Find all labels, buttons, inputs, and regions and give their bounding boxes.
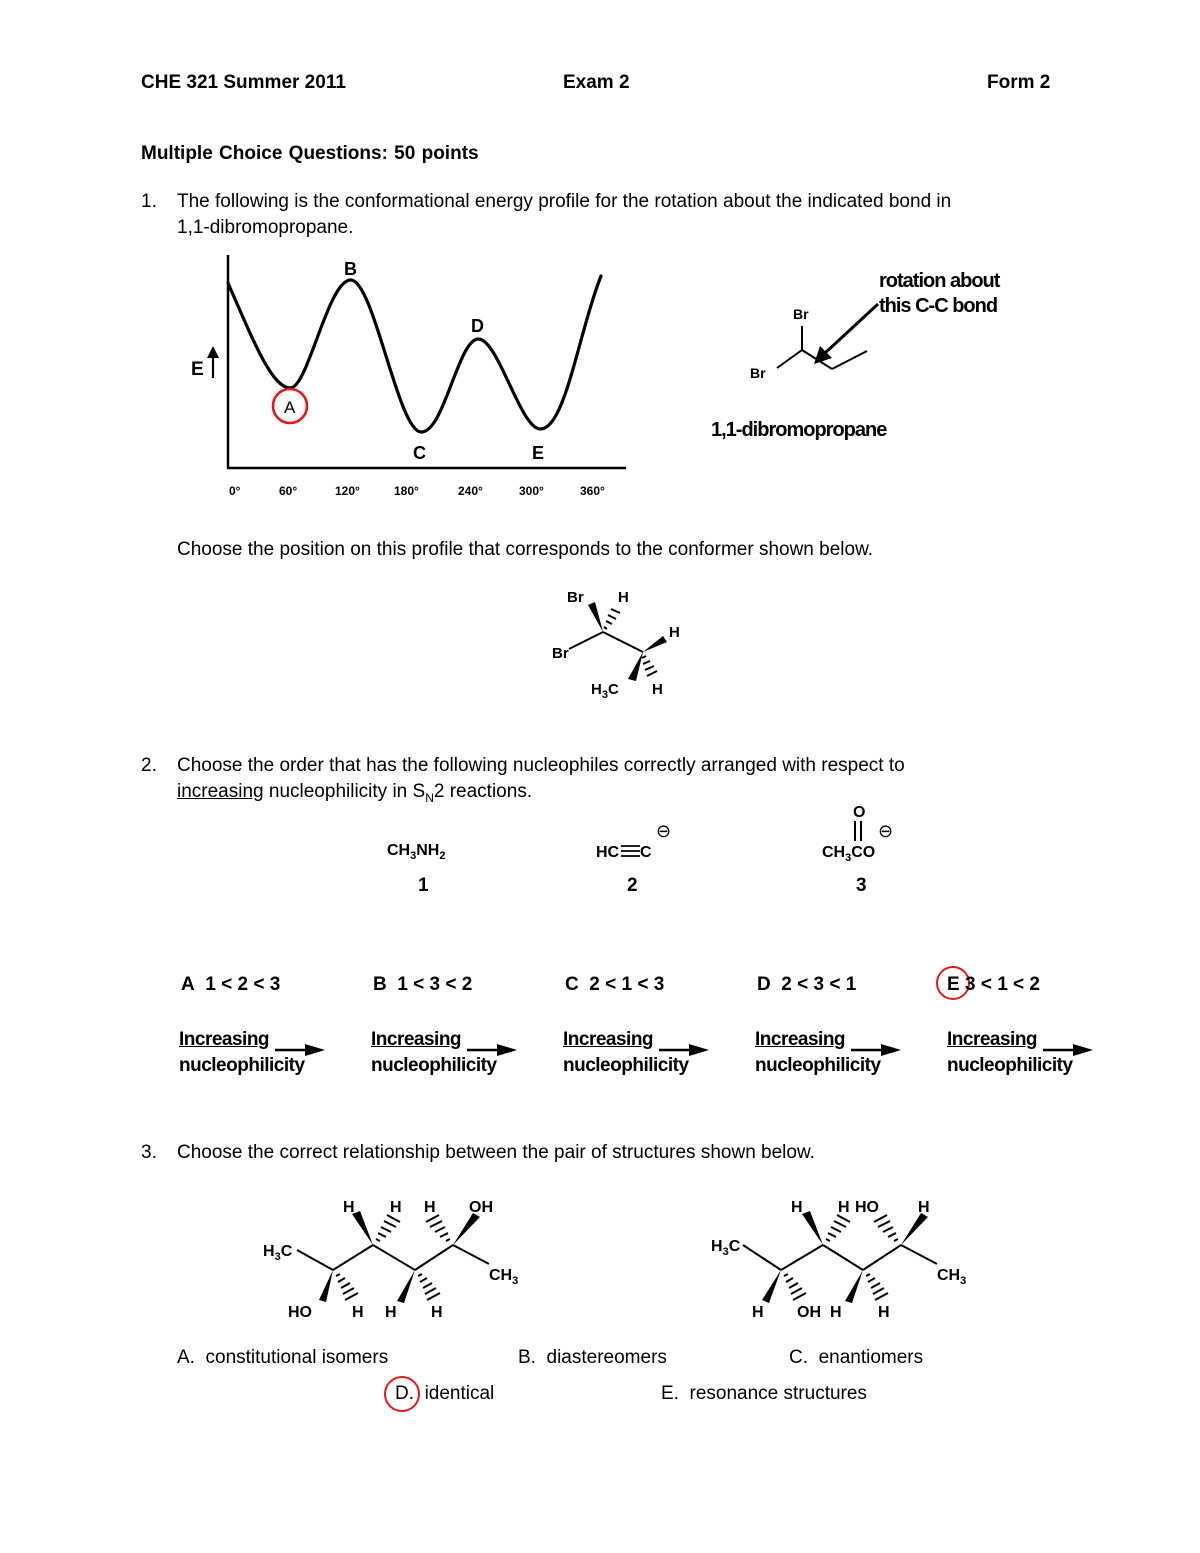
arrow-label-4: Increasing nucleophilicity: [755, 1029, 881, 1076]
left-h-b2: H: [385, 1304, 397, 1321]
right-hash-c4: [866, 1274, 888, 1300]
q1-text-line1: The following is the conformational energy profile for the rotation about the indicated bond in: [177, 191, 952, 212]
bond-c1-br2: [777, 350, 802, 368]
arrow-5: [1043, 1044, 1093, 1056]
right-h-b3: H: [878, 1304, 890, 1321]
arrow-label-3: Increasing nucleophilicity: [563, 1029, 689, 1076]
q1-number: 1.: [141, 191, 157, 212]
energy-profile-plot: [180, 245, 640, 510]
tick-60: 60°: [279, 484, 298, 498]
acetate-text: $CH_3CO$: [822, 844, 876, 864]
left-hash-c2: [336, 1274, 358, 1300]
increasing-arrows: [179, 1040, 1099, 1060]
q2-option-C[interactable]: C 2 < 1 < 3: [565, 974, 665, 995]
left-ch3: $CH_3$: [489, 1267, 519, 1287]
q3-option-C[interactable]: C. enantiomers: [789, 1347, 924, 1368]
q2-text-line1: Choose the order that has the following nucleophiles correctly arranged with respect to: [177, 755, 905, 776]
arrow-3: [659, 1044, 709, 1056]
conf-h4: H: [652, 681, 663, 698]
right-wedge-c3-h: [802, 1211, 823, 1245]
nucleophile-3-charge: ⊖: [878, 821, 894, 841]
q3-option-E[interactable]: E. resonance structures: [661, 1383, 867, 1404]
nucleophile-1-formula: $CH_3NH_2$: [387, 842, 446, 863]
q2-option-A[interactable]: A 1 < 2 < 3: [181, 974, 281, 995]
q3-prompt: Choose the correct relationship between the pair of structures shown below.: [177, 1142, 815, 1163]
right-structure: [705, 1190, 995, 1325]
molecule-name: 1,1-dibromopropane: [711, 419, 887, 441]
left-hash-c5: [426, 1215, 450, 1241]
q2-option-B[interactable]: B 1 < 3 < 2: [373, 974, 473, 995]
wedge-h3c: [628, 652, 643, 681]
right-h-b1: H: [752, 1304, 764, 1321]
nucleophile-2-number: 2: [627, 875, 638, 896]
q3-option-A[interactable]: A. constitutional isomers: [177, 1347, 389, 1368]
conf-h2: H: [669, 624, 680, 641]
right-wedge-c5-h: [901, 1213, 928, 1245]
left-structure: [255, 1190, 545, 1325]
q2-text-line2: increasing nucleophilicity in $S_N2$ reactions.: [177, 781, 533, 805]
rotation-pointer-shaft: [824, 304, 878, 354]
left-h-b3: H: [431, 1304, 443, 1321]
q1-prompt: Choose the position on this profile that corresponds to the conformer shown below.: [177, 539, 874, 560]
acetylide-c: C: [640, 844, 652, 861]
left-h-1: H: [343, 1199, 355, 1216]
q3-option-D[interactable]: D. identical: [395, 1383, 495, 1404]
right-ho-top: HO: [855, 1199, 879, 1216]
conf-br1: Br: [567, 589, 584, 606]
point-label-C: C: [413, 443, 426, 463]
nucleophile-2-formula: [590, 815, 690, 865]
point-label-D: D: [471, 316, 484, 336]
tick-120: 120°: [335, 484, 360, 498]
rotation-label-line2: this C-C bond: [879, 295, 998, 317]
right-h-b2: H: [830, 1304, 842, 1321]
left-hash-c3: [376, 1215, 400, 1241]
arrow-1: [275, 1044, 325, 1056]
wedge-br: [588, 602, 603, 632]
conformer-structure: [545, 580, 695, 700]
right-hash-c3: [826, 1215, 850, 1241]
wedge-h-right: [643, 636, 667, 652]
right-h3c: $H_3C$: [711, 1238, 741, 1258]
right-hash-c2: [784, 1274, 806, 1300]
q2-underlined-word: increasing: [177, 781, 264, 802]
right-hash-c5: [874, 1215, 898, 1241]
right-wedge-c4-h: [845, 1270, 863, 1303]
arrow-label-5: Increasing nucleophilicity: [947, 1029, 1073, 1076]
hash-h-upper: [604, 609, 620, 629]
left-wedge-c5-oh: [453, 1213, 480, 1245]
tick-0: 0°: [229, 484, 241, 498]
right-oh-bottom: OH: [797, 1304, 821, 1321]
y-axis-label: E: [191, 359, 204, 380]
right-h-2: H: [838, 1199, 850, 1216]
left-wedge-c4-h: [397, 1270, 415, 1303]
nucleophile-3-number: 3: [856, 875, 867, 896]
form-label: Form 2: [987, 72, 1051, 93]
angle-ticks: [229, 484, 605, 498]
dibromopropane-structure: [711, 262, 1040, 447]
q3-option-B[interactable]: B. diastereomers: [518, 1347, 667, 1368]
conf-h1: H: [618, 589, 629, 606]
right-chain: [743, 1245, 937, 1270]
left-chain: [297, 1245, 489, 1270]
point-label-E: E: [532, 443, 545, 463]
nucleophile-1-number: 1: [418, 875, 429, 896]
br-left: Br: [750, 365, 766, 381]
tick-240: 240°: [458, 484, 483, 498]
y-axis-arrow-head: [207, 346, 219, 358]
section-title: Multiple Choice Questions: 50 points: [141, 143, 479, 164]
point-label-A: A: [284, 398, 296, 417]
right-ch3: $CH_3$: [937, 1267, 967, 1287]
arrow-2: [467, 1044, 517, 1056]
q2-option-D[interactable]: D 2 < 3 < 1: [757, 974, 857, 995]
left-oh-top: OH: [469, 1199, 493, 1216]
point-label-B: B: [344, 259, 357, 279]
q2-number: 2.: [141, 755, 157, 776]
rotation-label-line1: rotation about: [879, 270, 1000, 292]
left-wedge-c3-h: [352, 1211, 373, 1245]
acetate-oxygen: O: [853, 804, 866, 821]
left-h3c: $H_3C$: [263, 1243, 293, 1263]
bond-br-left: [569, 632, 603, 649]
nucleophile-3-formula: [815, 800, 925, 865]
left-h-2: H: [390, 1199, 402, 1216]
right-h-3: H: [918, 1199, 930, 1216]
conf-br2: Br: [552, 645, 569, 662]
arrow-label-1: Increasing nucleophilicity: [179, 1029, 305, 1076]
exam-title: Exam 2: [563, 72, 630, 93]
tick-180: 180°: [394, 484, 419, 498]
left-wedge-c2-ho: [319, 1270, 333, 1302]
right-wedge-c2-h: [762, 1270, 781, 1303]
q1-text-line2: 1,1-dibromopropane.: [177, 217, 354, 238]
left-hash-c4: [418, 1274, 440, 1300]
nucleophile-2-charge: ⊖: [656, 821, 672, 841]
tick-300: 300°: [519, 484, 544, 498]
bond-c2-c3: [832, 351, 867, 369]
br-top: Br: [793, 306, 809, 322]
course-title: CHE 321 Summer 2011: [141, 72, 346, 93]
bond-cc: [603, 632, 643, 652]
arrow-4: [851, 1044, 901, 1056]
q3-number: 3.: [141, 1142, 157, 1163]
left-ho-bottom: HO: [288, 1304, 312, 1321]
left-h-b1: H: [352, 1304, 364, 1321]
tick-360: 360°: [580, 484, 605, 498]
right-h-1: H: [791, 1199, 803, 1216]
acetylide-hc: HC: [596, 844, 620, 861]
left-h-3: H: [424, 1199, 436, 1216]
arrow-label-2: Increasing nucleophilicity: [371, 1029, 497, 1076]
hash-h-lower: [642, 656, 657, 676]
q2-option-E[interactable]: E 3 < 1 < 2: [947, 974, 1040, 995]
conf-h3c: $H_3C$: [591, 681, 619, 701]
